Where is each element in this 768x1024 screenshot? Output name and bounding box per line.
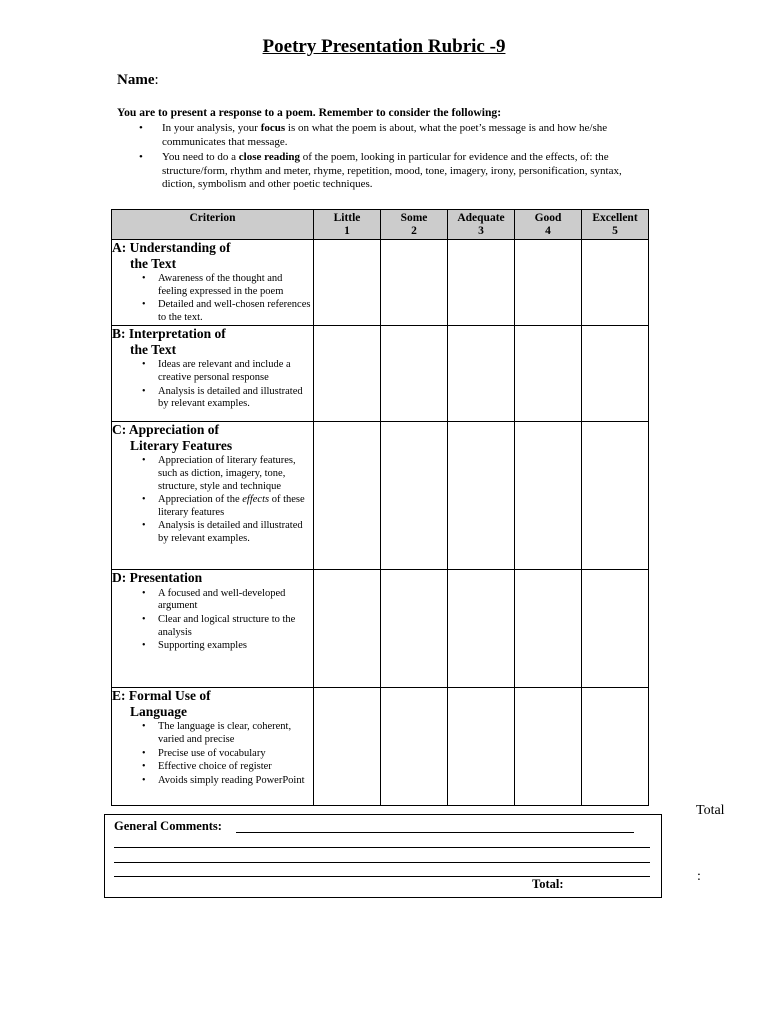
comment-line[interactable] [114,847,650,848]
criterion-row-c [112,422,649,570]
score-cell-1[interactable] [314,422,381,570]
score-cell-2[interactable] [381,688,448,806]
score-cell-3[interactable] [448,422,515,570]
score-cell-1[interactable] [314,688,381,806]
criterion-bullet: • Supporting examples [112,640,313,653]
instruction-item: • You need to do a close reading of the poem, looking in particular for evidence and the effects, of: the structure/form, rhythm and meter, rhyme, repetition, mood, tone, imagery, irony, personification, syntax, diction, symbolism and other poetic techniques. [117,151,657,192]
score-cell-2[interactable] [381,326,448,422]
criterion-bullets [112,359,313,410]
general-comments-label: General Comments: [114,819,222,833]
header-some: Some 2 [381,210,448,240]
instructions-heading: You are to present a response to a poem. Remember to consider the following: [117,106,502,119]
header-little: Little 1 [314,210,381,240]
criterion-row-d [112,570,649,688]
score-cell-1[interactable] [314,326,381,422]
criterion-bullets [112,588,313,653]
header-adequate: Adequate 3 [448,210,515,240]
instruction-item: • In your analysis, your focus is on what the poem is about, what the poet’s message is and how he/she communicates that message. [117,122,657,149]
criterion-bullet: • Effective choice of register [112,761,313,774]
score-cell-5[interactable] [582,422,649,570]
score-cell-3[interactable] [448,570,515,688]
score-cell-4[interactable] [515,240,582,326]
criterion-bullet: • Precise use of vocabulary [112,748,313,761]
criterion-cell [112,422,314,570]
score-cell-3[interactable] [448,240,515,326]
criterion-bullet: • Appreciation of literary features, such as diction, imagery, tone, structure, style and technique [112,455,313,493]
side-total-label: Total [696,803,725,818]
criterion-bullet: • Clear and logical structure to the analysis [112,614,313,639]
header-criterion: Criterion [112,210,314,240]
criterion-bullets [112,273,313,324]
general-comments-box[interactable] [104,814,662,898]
criterion-title: D: Presentation [112,570,203,586]
instructions-list [117,122,657,194]
score-cell-4[interactable] [515,688,582,806]
criterion-row-b [112,326,649,422]
criterion-bullet: • Awareness of the thought and feeling expressed in the poem [112,273,313,298]
score-cell-4[interactable] [515,570,582,688]
criterion-bullet: • Ideas are relevant and include a creative personal response [112,359,313,384]
criterion-bullet: • Analysis is detailed and illustrated by relevant examples. [112,520,313,545]
rubric-table [111,209,649,806]
score-cell-2[interactable] [381,570,448,688]
criterion-bullets [112,455,313,545]
score-cell-3[interactable] [448,688,515,806]
score-cell-4[interactable] [515,422,582,570]
side-total-colon: : [697,869,701,884]
criterion-row-a [112,240,649,326]
score-cell-5[interactable] [582,240,649,326]
comment-line[interactable] [236,832,634,833]
criterion-title: A: Understanding of the Text [112,240,231,271]
header-good: Good 4 [515,210,582,240]
score-cell-3[interactable] [448,326,515,422]
criterion-row-e [112,688,649,806]
score-cell-1[interactable] [314,240,381,326]
score-cell-2[interactable] [381,422,448,570]
score-cell-4[interactable] [515,326,582,422]
comments-total-label: Total: [532,877,564,891]
criterion-bullet: • A focused and well-developed argument [112,588,313,613]
rubric-header-row [112,210,649,240]
criterion-bullet: • Avoids simply reading PowerPoint [112,775,313,788]
criterion-bullet: • Detailed and well-chosen references to the text. [112,299,313,324]
criterion-bullets [112,721,313,787]
comment-line[interactable] [114,876,650,877]
criterion-cell [112,240,314,326]
name-label: Name: [117,72,159,88]
document-title: Poetry Presentation Rubric -9 [262,36,506,57]
criterion-bullet: • Appreciation of the effects of these literary features [112,494,313,519]
criterion-title: C: Appreciation of Literary Features [112,422,233,453]
criterion-cell [112,688,314,806]
criterion-cell [112,570,314,688]
header-excellent: Excellent 5 [582,210,649,240]
score-cell-5[interactable] [582,326,649,422]
comment-line[interactable] [114,862,650,863]
criterion-cell [112,326,314,422]
score-cell-2[interactable] [381,240,448,326]
score-cell-1[interactable] [314,570,381,688]
score-cell-5[interactable] [582,570,649,688]
criterion-title: E: Formal Use of Language [112,688,211,719]
criterion-bullet: • The language is clear, coherent, varied and precise [112,721,313,746]
score-cell-5[interactable] [582,688,649,806]
criterion-bullet: • Analysis is detailed and illustrated by relevant examples. [112,386,313,411]
criterion-title: B: Interpretation of the Text [112,326,226,357]
